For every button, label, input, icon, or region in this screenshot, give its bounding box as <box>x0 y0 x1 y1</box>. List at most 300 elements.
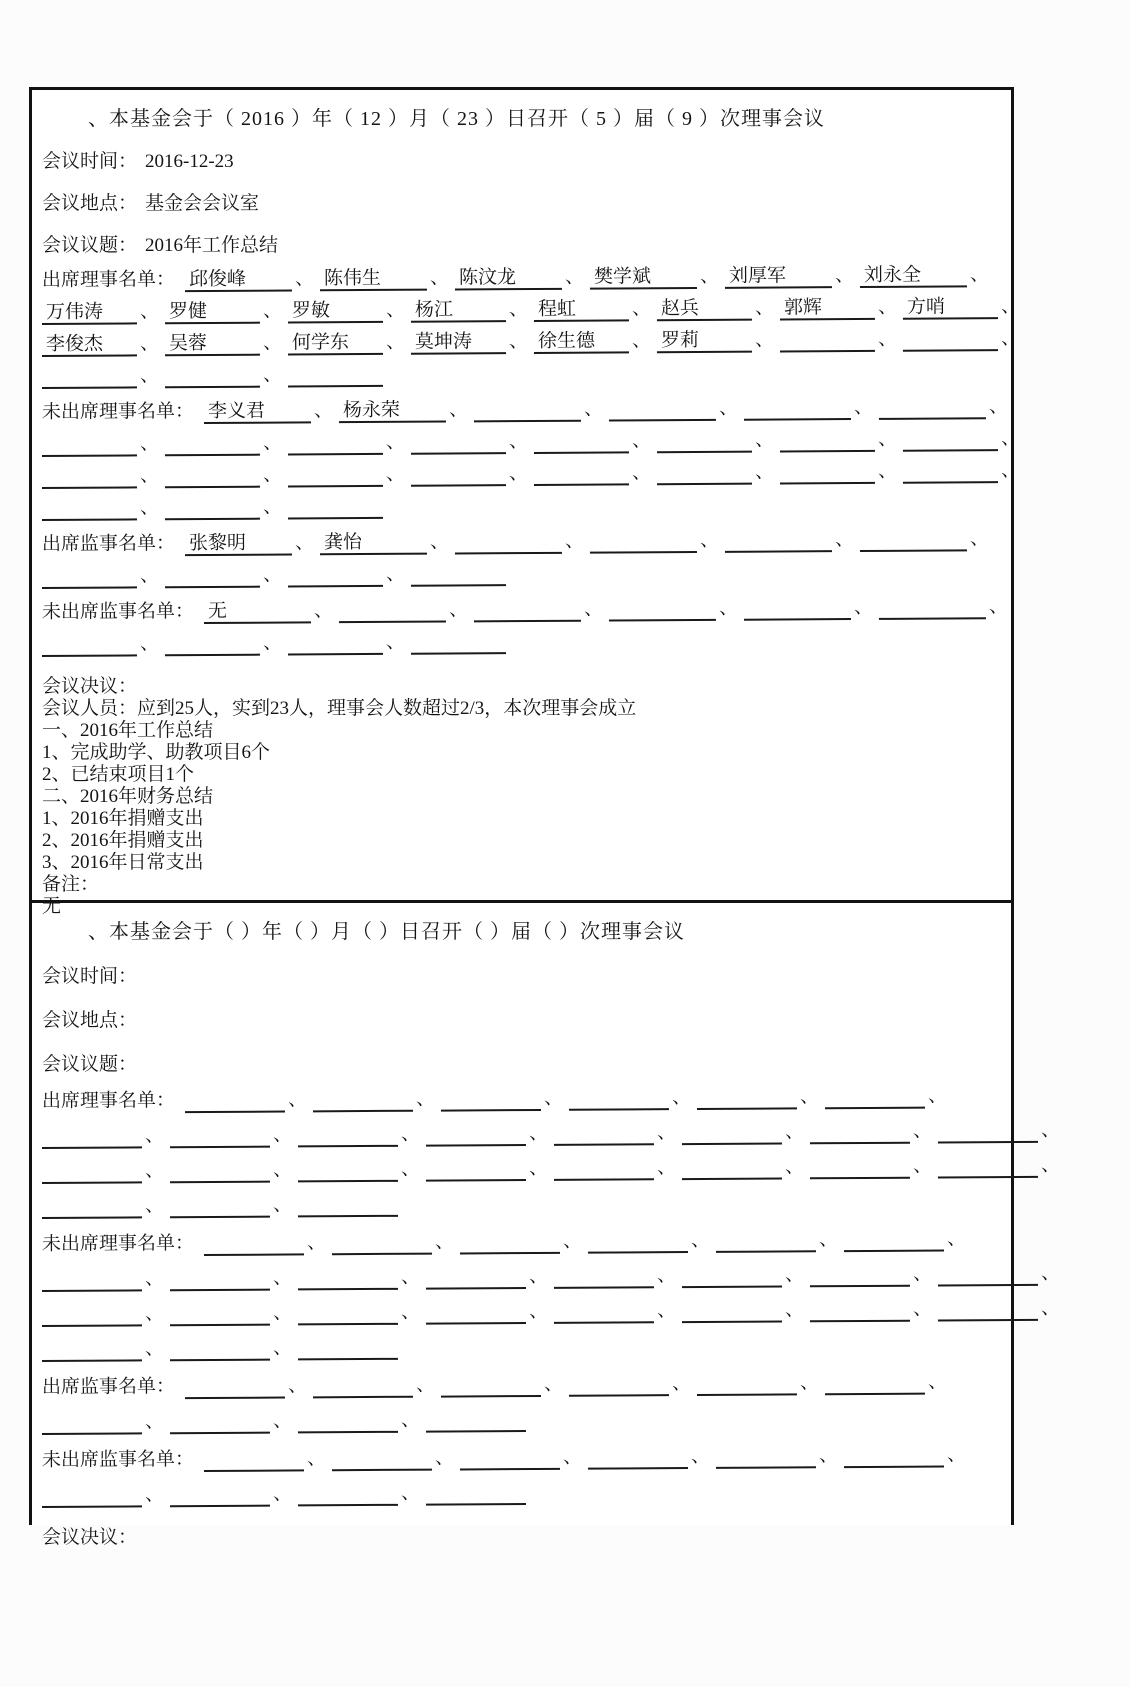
blank-field <box>554 1121 654 1146</box>
blank-field <box>185 1089 285 1114</box>
name-field: 李俊杰 <box>42 332 137 357</box>
resolution-line: 二、2016年财务总结 <box>42 786 214 807</box>
blank-field <box>474 398 581 423</box>
name-separator: 、 <box>718 597 739 619</box>
name-separator: 、 <box>262 432 283 454</box>
name-separator: 、 <box>583 598 604 620</box>
name-list-row <box>42 1405 1001 1435</box>
name-list-row <box>42 1119 1061 1149</box>
blank-field <box>170 1159 270 1184</box>
blank-field <box>554 1299 654 1324</box>
info-row <box>42 230 1001 257</box>
name-separator: 、 <box>139 497 160 519</box>
name-separator: 、 <box>690 1229 711 1252</box>
blank-field <box>426 1408 526 1433</box>
name-separator: 、 <box>144 1268 165 1290</box>
blank-field <box>411 462 506 487</box>
name-separator: 、 <box>144 1125 165 1147</box>
name-separator: 、 <box>415 1088 436 1110</box>
name-separator: 、 <box>429 267 450 289</box>
blank-field <box>204 1231 304 1256</box>
name-field: 罗莉 <box>657 329 752 354</box>
blank-field <box>938 1154 1038 1179</box>
name-separator: 、 <box>262 364 283 386</box>
name-list-row <box>41 595 1009 625</box>
name-list-row <box>42 459 1021 489</box>
name-separator: 、 <box>272 1337 293 1359</box>
blank-field <box>298 1158 398 1183</box>
name-field: 吴蓉 <box>165 332 260 357</box>
resolution-line: 2、已结束项目1个 <box>42 764 195 785</box>
blank-field <box>938 1119 1038 1144</box>
name-separator: 、 <box>400 1266 421 1288</box>
blank-field <box>426 1157 526 1182</box>
name-separator: 、 <box>1040 1262 1061 1284</box>
name-separator: 、 <box>631 462 652 484</box>
name-list-row <box>42 1332 1001 1362</box>
name-separator: 、 <box>434 1231 455 1253</box>
name-list-row <box>42 559 1001 589</box>
blank-field <box>554 1264 654 1289</box>
info-label: 会议地点： <box>42 1010 138 1031</box>
name-separator: 、 <box>400 1482 421 1504</box>
name-separator: 、 <box>144 1484 165 1506</box>
name-separator: 、 <box>262 632 283 654</box>
blank-field <box>844 1443 944 1468</box>
blank-field <box>810 1263 910 1288</box>
name-separator: 、 <box>988 396 1009 418</box>
blank-field <box>165 564 260 589</box>
name-list-label: 出席理事名单： <box>41 1090 176 1112</box>
name-separator: 、 <box>434 1447 455 1469</box>
blank-field <box>288 631 383 656</box>
name-separator: 、 <box>385 631 406 653</box>
blank-field <box>879 595 986 620</box>
blank-field <box>42 632 137 657</box>
name-separator: 、 <box>631 430 652 452</box>
info-row <box>42 1049 1001 1076</box>
meeting-title: 、本基金会于（ 2016 ）年（ 12 ）月（ 23 ）日召开（ 5 ）届（ 9 ）次理事会议 <box>88 108 825 130</box>
name-separator: 、 <box>927 1371 948 1393</box>
name-separator: 、 <box>754 429 775 451</box>
name-separator: 、 <box>754 329 775 351</box>
blank-field <box>725 528 832 553</box>
blank-field <box>42 1194 142 1219</box>
blank-field <box>441 1373 541 1398</box>
name-separator: 、 <box>656 1300 677 1322</box>
blank-field <box>165 632 260 657</box>
blank-field <box>682 1120 782 1145</box>
name-separator: 、 <box>528 1265 549 1288</box>
blank-field <box>534 461 629 486</box>
blank-field <box>288 563 383 588</box>
attending-supervisors-list <box>41 528 1001 589</box>
name-separator: 、 <box>690 1445 711 1468</box>
name-separator: 、 <box>448 399 469 421</box>
name-separator: 、 <box>294 532 315 554</box>
name-field: 杨江 <box>411 298 506 323</box>
name-separator: 、 <box>1040 1297 1061 1319</box>
blank-field <box>42 432 137 457</box>
blank-field <box>588 1445 688 1470</box>
name-field: 陈汶龙 <box>455 266 562 291</box>
blank-field <box>298 1123 398 1148</box>
name-separator: 、 <box>287 1375 308 1397</box>
name-separator: 、 <box>139 333 160 355</box>
name-field: 樊学斌 <box>590 265 697 290</box>
name-list-row <box>42 1084 1001 1114</box>
blank-field <box>204 1447 304 1472</box>
name-separator: 、 <box>631 298 652 320</box>
name-list-row <box>42 427 1021 457</box>
blank-field <box>165 364 260 389</box>
absent-supervisors-list-blank <box>41 1444 1001 1508</box>
blank-field <box>460 1230 560 1255</box>
name-list-row <box>42 359 1001 389</box>
name-list-row <box>42 1262 1061 1292</box>
name-separator: 、 <box>144 1411 165 1433</box>
name-separator: 、 <box>400 1123 421 1145</box>
resolution-label-blank: 会议决议： <box>42 1527 138 1548</box>
name-separator: 、 <box>912 1298 933 1320</box>
name-separator: 、 <box>528 1157 549 1180</box>
name-list-row <box>42 1154 1061 1184</box>
name-field: 方哨 <box>903 295 998 320</box>
name-separator: 、 <box>912 1120 933 1142</box>
name-separator: 、 <box>562 1446 583 1468</box>
blank-field <box>313 1374 413 1399</box>
blank-field <box>411 430 506 455</box>
info-label: 会议时间： <box>42 966 138 987</box>
blank-field <box>860 527 967 552</box>
info-value: 2016年工作总结 <box>145 235 279 256</box>
blank-field <box>780 328 875 353</box>
name-list-row <box>42 1370 1001 1400</box>
blank-field <box>657 461 752 486</box>
info-value: 2016-12-23 <box>145 151 234 172</box>
info-label: 会议议题： <box>42 235 138 256</box>
name-separator: 、 <box>139 565 160 587</box>
note-label: 备注： <box>42 874 100 895</box>
name-separator: 、 <box>877 328 898 350</box>
blank-field <box>903 327 998 352</box>
blank-field <box>460 1446 560 1471</box>
name-separator: 、 <box>139 365 160 387</box>
info-label: 会议议题： <box>42 1054 138 1075</box>
name-separator: 、 <box>912 1263 933 1285</box>
name-separator: 、 <box>877 428 898 450</box>
name-separator: 、 <box>656 1157 677 1179</box>
blank-field <box>938 1262 1038 1287</box>
blank-field <box>42 1124 142 1149</box>
name-list-row <box>42 295 1021 325</box>
name-separator: 、 <box>272 1267 293 1289</box>
name-field: 张黎明 <box>185 531 292 556</box>
name-list-label: 出席理事名单： <box>41 269 176 292</box>
name-separator: 、 <box>671 1087 692 1109</box>
name-separator: 、 <box>699 265 720 287</box>
blank-field <box>569 1086 669 1111</box>
blank-field <box>42 496 137 521</box>
blank-field <box>682 1298 782 1323</box>
name-separator: 、 <box>754 297 775 319</box>
blank-field <box>170 1302 270 1327</box>
blank-field <box>298 1266 398 1291</box>
name-separator: 、 <box>400 1301 421 1323</box>
name-separator: 、 <box>306 1448 327 1470</box>
name-separator: 、 <box>272 1410 293 1432</box>
name-field: 赵兵 <box>657 297 752 322</box>
name-field: 李义君 <box>204 399 311 424</box>
name-separator: 、 <box>139 465 160 487</box>
name-separator: 、 <box>272 1302 293 1324</box>
blank-field <box>42 1302 142 1327</box>
name-field: 何学东 <box>288 331 383 356</box>
name-list-label: 出席监事名单： <box>41 533 176 556</box>
attending-directors-list <box>41 264 1021 389</box>
name-separator: 、 <box>946 1228 967 1250</box>
name-separator: 、 <box>528 1300 549 1323</box>
name-separator: 、 <box>400 1409 421 1431</box>
name-separator: 、 <box>306 1232 327 1254</box>
blank-field <box>42 464 137 489</box>
blank-field <box>42 364 137 389</box>
blank-field <box>590 529 697 554</box>
name-list-label: 未出席理事名单： <box>41 401 195 424</box>
blank-field <box>165 464 260 489</box>
blank-field <box>288 495 383 520</box>
name-separator: 、 <box>877 460 898 482</box>
meeting-info <box>42 146 1001 257</box>
absent-directors-list-blank <box>41 1228 1061 1362</box>
blank-field <box>170 1483 270 1508</box>
name-separator: 、 <box>877 296 898 318</box>
name-field: 万伟涛 <box>42 300 137 325</box>
name-separator: 、 <box>671 1373 692 1395</box>
blank-field <box>170 1267 270 1292</box>
name-separator: 、 <box>262 496 283 518</box>
blank-field <box>298 1409 398 1434</box>
blank-field <box>170 1194 270 1219</box>
name-field: 无 <box>204 599 311 624</box>
name-separator: 、 <box>1000 328 1021 350</box>
name-list-label: 未出席监事名单： <box>41 1449 195 1471</box>
name-separator: 、 <box>988 596 1009 618</box>
name-separator: 、 <box>144 1195 165 1217</box>
resolution-line: 1、2016年捐赠支出 <box>42 808 204 829</box>
blank-field <box>780 428 875 453</box>
name-separator: 、 <box>969 528 990 550</box>
name-list-row <box>42 1297 1061 1327</box>
blank-field <box>588 1229 688 1254</box>
blank-field <box>780 460 875 485</box>
name-separator: 、 <box>139 433 160 455</box>
name-separator: 、 <box>272 1483 293 1505</box>
name-separator: 、 <box>313 400 334 422</box>
blank-field <box>332 1231 432 1256</box>
blank-field <box>165 496 260 521</box>
name-separator: 、 <box>262 332 283 354</box>
name-separator: 、 <box>385 299 406 321</box>
name-separator: 、 <box>144 1338 165 1360</box>
blank-field <box>441 1087 541 1112</box>
name-field: 郭辉 <box>780 296 875 321</box>
name-separator: 、 <box>262 564 283 586</box>
name-field: 莫坤涛 <box>411 330 506 355</box>
blank-field <box>903 427 998 452</box>
name-list-row <box>42 627 1001 657</box>
name-field: 刘厚军 <box>725 264 832 289</box>
name-separator: 、 <box>448 599 469 621</box>
blank-field <box>825 1371 925 1396</box>
blank-field <box>697 1371 797 1396</box>
info-value: 基金会会议室 <box>145 193 260 214</box>
blank-field <box>426 1265 526 1290</box>
name-separator: 、 <box>754 461 775 483</box>
blank-field <box>185 1375 285 1400</box>
name-list-row <box>41 395 1009 425</box>
name-separator: 、 <box>799 1086 820 1108</box>
name-separator: 、 <box>139 633 160 655</box>
name-separator: 、 <box>508 463 529 485</box>
blank-field <box>298 1482 398 1507</box>
blank-field <box>810 1298 910 1323</box>
name-separator: 、 <box>853 396 874 419</box>
name-list-row <box>42 1443 1001 1473</box>
blank-field <box>569 1372 669 1397</box>
blank-field <box>810 1120 910 1145</box>
name-list-row <box>42 263 1001 293</box>
name-separator: 、 <box>287 1089 308 1111</box>
name-separator: 、 <box>699 529 720 551</box>
note-value: 无 <box>42 896 62 917</box>
name-list-row <box>42 1227 1001 1257</box>
name-field: 罗健 <box>165 300 260 325</box>
name-list-row <box>42 491 1001 521</box>
blank-field <box>288 431 383 456</box>
blank-field <box>682 1155 782 1180</box>
info-label: 会议时间： <box>42 151 138 172</box>
blank-field <box>810 1155 910 1180</box>
name-separator: 、 <box>1000 428 1021 450</box>
blank-field <box>455 530 562 555</box>
blank-field <box>697 1085 797 1110</box>
name-separator: 、 <box>139 301 160 323</box>
name-list-row <box>42 1478 1001 1508</box>
blank-field <box>288 463 383 488</box>
name-separator: 、 <box>564 266 585 288</box>
name-separator: 、 <box>631 330 652 352</box>
blank-field <box>313 1088 413 1113</box>
resolution-line: 1、完成助学、助教项目6个 <box>42 742 271 763</box>
name-separator: 、 <box>784 1264 805 1286</box>
name-separator: 、 <box>834 529 855 551</box>
name-separator: 、 <box>144 1160 165 1182</box>
blank-field <box>298 1193 398 1218</box>
name-separator: 、 <box>272 1159 293 1181</box>
name-field: 杨永荣 <box>339 399 446 424</box>
name-separator: 、 <box>262 464 283 486</box>
resolution-lines <box>42 698 1001 874</box>
name-separator: 、 <box>1000 460 1021 482</box>
blank-field <box>42 1483 142 1508</box>
name-separator: 、 <box>718 397 739 419</box>
name-separator: 、 <box>508 299 529 321</box>
name-field: 陈伟生 <box>320 267 427 292</box>
blank-field <box>170 1124 270 1149</box>
blank-field <box>903 459 998 484</box>
name-separator: 、 <box>385 563 406 585</box>
resolution-line: 2、2016年捐赠支出 <box>42 830 204 851</box>
info-row <box>42 146 1001 173</box>
name-list-label: 出席监事名单： <box>41 1376 176 1398</box>
info-row <box>42 188 1001 215</box>
name-separator: 、 <box>528 1122 549 1145</box>
name-separator: 、 <box>508 431 529 453</box>
name-field: 邱俊峰 <box>185 267 292 292</box>
name-separator: 、 <box>144 1303 165 1325</box>
name-list-row <box>42 527 1001 557</box>
name-separator: 、 <box>429 531 450 553</box>
blank-field <box>170 1410 270 1435</box>
name-list-row <box>42 1189 1001 1219</box>
scanned-meeting-record-page <box>0 87 1130 1687</box>
meeting-info-blank <box>42 961 1001 1076</box>
meeting-record-section-2-blank <box>29 900 1061 1548</box>
blank-field <box>411 562 506 587</box>
name-field: 程虹 <box>534 297 629 322</box>
blank-field <box>879 395 986 420</box>
name-separator: 、 <box>969 264 990 286</box>
name-separator: 、 <box>656 1265 677 1287</box>
resolution-label: 会议决议： <box>42 676 138 697</box>
blank-field <box>825 1085 925 1110</box>
absent-directors-list <box>41 396 1021 521</box>
name-separator: 、 <box>562 1230 583 1252</box>
blank-field <box>682 1263 782 1288</box>
name-separator: 、 <box>583 398 604 420</box>
name-separator: 、 <box>1040 1119 1061 1141</box>
blank-field <box>42 564 137 589</box>
name-separator: 、 <box>912 1155 933 1177</box>
resolution-line: 3、2016年日常支出 <box>42 852 204 873</box>
name-separator: 、 <box>294 268 315 290</box>
blank-field <box>554 1156 654 1181</box>
meeting-record-section-1 <box>29 87 1021 917</box>
name-separator: 、 <box>415 1374 436 1396</box>
blank-field <box>534 429 629 454</box>
blank-field <box>288 363 383 388</box>
blank-field <box>42 1159 142 1184</box>
name-separator: 、 <box>1000 296 1021 318</box>
blank-field <box>165 432 260 457</box>
attending-supervisors-list-blank <box>41 1371 1001 1435</box>
info-row <box>42 1005 1001 1032</box>
name-separator: 、 <box>784 1121 805 1143</box>
blank-field <box>42 1337 142 1362</box>
name-separator: 、 <box>262 300 283 322</box>
name-separator: 、 <box>818 1229 839 1251</box>
blank-field <box>42 1267 142 1292</box>
name-separator: 、 <box>385 331 406 353</box>
name-separator: 、 <box>272 1194 293 1216</box>
name-separator: 、 <box>543 1373 564 1395</box>
name-separator: 、 <box>784 1156 805 1178</box>
resolution-line: 会议人员：应到25人，实到23人，理事会人数超过2/3，本次理事会成立 <box>42 698 637 719</box>
name-separator: 、 <box>564 530 585 552</box>
name-separator: 、 <box>272 1124 293 1146</box>
blank-field <box>426 1481 526 1506</box>
